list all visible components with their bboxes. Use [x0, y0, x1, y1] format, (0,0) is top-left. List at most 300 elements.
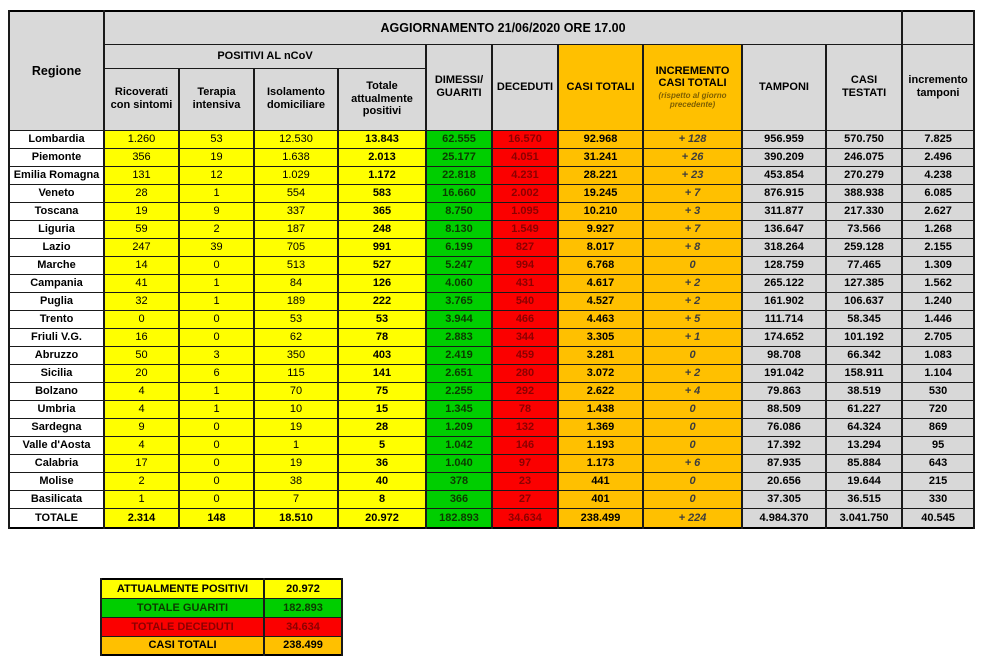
totale-positivi-cell: 5: [338, 436, 426, 454]
tamponi-cell: 161.902: [742, 292, 826, 310]
incremento-tamponi-cell: 40.545: [902, 508, 974, 528]
casi-totali-cell: 238.499: [558, 508, 643, 528]
isolamento-cell: 115: [254, 364, 338, 382]
ricoverati-cell: 4: [104, 436, 179, 454]
region-name: Umbria: [9, 400, 104, 418]
totale-positivi-cell: 527: [338, 256, 426, 274]
terapia-cell: 19: [179, 148, 254, 166]
isolamento-cell: 337: [254, 202, 338, 220]
deceduti-cell: 78: [492, 400, 558, 418]
region-name: Lombardia: [9, 130, 104, 148]
dimessi-guariti-cell: 6.199: [426, 238, 492, 256]
casi-totali-cell: 1.369: [558, 418, 643, 436]
tamponi-cell: 37.305: [742, 490, 826, 508]
incremento-casi-cell: + 26: [643, 148, 742, 166]
summary-value: 20.972: [264, 579, 342, 598]
terapia-cell: 39: [179, 238, 254, 256]
incremento-tamponi-cell: 2.496: [902, 148, 974, 166]
casi-testati-cell: 270.279: [826, 166, 902, 184]
casi-testati-cell: 246.075: [826, 148, 902, 166]
terapia-cell: 1: [179, 400, 254, 418]
terapia-cell: 0: [179, 436, 254, 454]
deceduti-cell: 1.095: [492, 202, 558, 220]
terapia-cell: 0: [179, 472, 254, 490]
terapia-cell: 3: [179, 346, 254, 364]
dimessi-guariti-cell: 2.419: [426, 346, 492, 364]
incremento-casi-cell: + 4: [643, 382, 742, 400]
deceduti-cell: 16.570: [492, 130, 558, 148]
totale-positivi-cell: 126: [338, 274, 426, 292]
tamponi-cell: 128.759: [742, 256, 826, 274]
totale-positivi-cell: 15: [338, 400, 426, 418]
summary-label: TOTALE GUARITI: [101, 598, 264, 617]
tamponi-cell: 956.959: [742, 130, 826, 148]
ricoverati-cell: 50: [104, 346, 179, 364]
header-totale-positivi: Totale attualmente positivi: [338, 68, 426, 130]
casi-testati-cell: 85.884: [826, 454, 902, 472]
isolamento-cell: 38: [254, 472, 338, 490]
table-row: [9, 418, 974, 436]
region-name: Piemonte: [9, 148, 104, 166]
update-banner: AGGIORNAMENTO 21/06/2020 ORE 17.00: [104, 11, 902, 44]
incremento-casi-cell: + 2: [643, 274, 742, 292]
incremento-tamponi-cell: 1.104: [902, 364, 974, 382]
incremento-tamponi-cell: 720: [902, 400, 974, 418]
terapia-cell: 0: [179, 490, 254, 508]
deceduti-cell: 827: [492, 238, 558, 256]
incremento-tamponi-cell: 1.268: [902, 220, 974, 238]
ricoverati-cell: 1: [104, 490, 179, 508]
summary-value: 238.499: [264, 636, 342, 655]
header-deceduti: DECEDUTI: [492, 44, 558, 130]
casi-totali-cell: 1.173: [558, 454, 643, 472]
terapia-cell: 2: [179, 220, 254, 238]
header-terapia-intensiva: Terapia intensiva: [179, 68, 254, 130]
incremento-tamponi-cell: 2.155: [902, 238, 974, 256]
header-dimessi-guariti: DIMESSI/ GUARITI: [426, 44, 492, 130]
isolamento-cell: 62: [254, 328, 338, 346]
incremento-tamponi-cell: 7.825: [902, 130, 974, 148]
table-row: [9, 220, 974, 238]
tamponi-cell: 17.392: [742, 436, 826, 454]
isolamento-cell: 1.638: [254, 148, 338, 166]
terapia-cell: 1: [179, 274, 254, 292]
tamponi-cell: 76.086: [742, 418, 826, 436]
totale-positivi-cell: 248: [338, 220, 426, 238]
header-incremento-casi: [643, 44, 742, 130]
incremento-tamponi-cell: 6.085: [902, 184, 974, 202]
incremento-casi-cell: 0: [643, 472, 742, 490]
dimessi-guariti-cell: 2.651: [426, 364, 492, 382]
dimessi-guariti-cell: 22.818: [426, 166, 492, 184]
terapia-cell: 53: [179, 130, 254, 148]
table-row: [9, 382, 974, 400]
table-row: [9, 130, 974, 148]
summary-value: 34.634: [264, 617, 342, 636]
terapia-cell: 1: [179, 184, 254, 202]
casi-testati-cell: 158.911: [826, 364, 902, 382]
tamponi-cell: 453.854: [742, 166, 826, 184]
header-incremento-tamponi: incremento tamponi: [902, 44, 974, 130]
incremento-casi-cell: 0: [643, 256, 742, 274]
totale-positivi-cell: 36: [338, 454, 426, 472]
incremento-casi-cell: + 2: [643, 292, 742, 310]
casi-totali-cell: 6.768: [558, 256, 643, 274]
region-name: Valle d'Aosta: [9, 436, 104, 454]
deceduti-cell: 466: [492, 310, 558, 328]
tamponi-cell: 88.509: [742, 400, 826, 418]
incremento-tamponi-cell: 1.083: [902, 346, 974, 364]
dimessi-guariti-cell: 1.040: [426, 454, 492, 472]
casi-testati-cell: 3.041.750: [826, 508, 902, 528]
deceduti-cell: 280: [492, 364, 558, 382]
terapia-cell: 0: [179, 310, 254, 328]
dimessi-guariti-cell: 2.883: [426, 328, 492, 346]
isolamento-cell: 187: [254, 220, 338, 238]
terapia-cell: 1: [179, 382, 254, 400]
isolamento-cell: 7: [254, 490, 338, 508]
table-row: [9, 364, 974, 382]
dimessi-guariti-cell: 5.247: [426, 256, 492, 274]
casi-totali-cell: 1.438: [558, 400, 643, 418]
deceduti-cell: 540: [492, 292, 558, 310]
incremento-casi-cell: + 3: [643, 202, 742, 220]
casi-testati-cell: 217.330: [826, 202, 902, 220]
table-row: [9, 400, 974, 418]
summary-legend-table: [100, 578, 343, 656]
isolamento-cell: 705: [254, 238, 338, 256]
ricoverati-cell: 14: [104, 256, 179, 274]
region-name: Liguria: [9, 220, 104, 238]
ricoverati-cell: 356: [104, 148, 179, 166]
totale-positivi-cell: 365: [338, 202, 426, 220]
table-row: [9, 256, 974, 274]
totale-positivi-cell: 1.172: [338, 166, 426, 184]
incremento-tamponi-cell: 869: [902, 418, 974, 436]
tamponi-cell: 876.915: [742, 184, 826, 202]
tamponi-cell: 98.708: [742, 346, 826, 364]
dimessi-guariti-cell: 1.042: [426, 436, 492, 454]
tamponi-cell: 174.652: [742, 328, 826, 346]
ricoverati-cell: 19: [104, 202, 179, 220]
table-row: [9, 166, 974, 184]
header-regione: Regione: [9, 11, 104, 130]
casi-testati-cell: 61.227: [826, 400, 902, 418]
incremento-tamponi-cell: 2.705: [902, 328, 974, 346]
ricoverati-cell: 59: [104, 220, 179, 238]
isolamento-cell: 19: [254, 418, 338, 436]
table-row: [9, 472, 974, 490]
deceduti-cell: 994: [492, 256, 558, 274]
totale-positivi-cell: 403: [338, 346, 426, 364]
totale-positivi-cell: 75: [338, 382, 426, 400]
casi-testati-cell: 570.750: [826, 130, 902, 148]
incremento-casi-cell: 0: [643, 436, 742, 454]
region-name: Veneto: [9, 184, 104, 202]
ricoverati-cell: 32: [104, 292, 179, 310]
incremento-tamponi-cell: 2.627: [902, 202, 974, 220]
casi-testati-cell: 259.128: [826, 238, 902, 256]
casi-totali-cell: 401: [558, 490, 643, 508]
casi-totali-cell: 28.221: [558, 166, 643, 184]
incremento-casi-cell: + 224: [643, 508, 742, 528]
casi-totali-cell: 31.241: [558, 148, 643, 166]
casi-totali-cell: 1.193: [558, 436, 643, 454]
tamponi-cell: 390.209: [742, 148, 826, 166]
summary-label: CASI TOTALI: [101, 636, 264, 655]
totale-positivi-cell: 13.843: [338, 130, 426, 148]
summary-value: 182.893: [264, 598, 342, 617]
isolamento-cell: 1: [254, 436, 338, 454]
terapia-cell: 12: [179, 166, 254, 184]
region-name: Abruzzo: [9, 346, 104, 364]
tamponi-cell: 87.935: [742, 454, 826, 472]
totale-positivi-cell: 222: [338, 292, 426, 310]
incremento-casi-cell: 0: [643, 346, 742, 364]
ricoverati-cell: 4: [104, 382, 179, 400]
casi-totali-cell: 3.281: [558, 346, 643, 364]
dimessi-guariti-cell: 16.660: [426, 184, 492, 202]
totale-positivi-cell: 2.013: [338, 148, 426, 166]
summary-row: [101, 598, 342, 617]
tamponi-cell: 20.656: [742, 472, 826, 490]
casi-testati-cell: 127.385: [826, 274, 902, 292]
tamponi-cell: 136.647: [742, 220, 826, 238]
dimessi-guariti-cell: 1.209: [426, 418, 492, 436]
totale-positivi-cell: 991: [338, 238, 426, 256]
table-row: [9, 310, 974, 328]
incremento-casi-cell: 0: [643, 400, 742, 418]
casi-totali-cell: 4.617: [558, 274, 643, 292]
incremento-tamponi-cell: 1.240: [902, 292, 974, 310]
tamponi-cell: 79.863: [742, 382, 826, 400]
totale-positivi-cell: 40: [338, 472, 426, 490]
incremento-casi-cell: + 5: [643, 310, 742, 328]
totale-positivi-cell: 583: [338, 184, 426, 202]
header-tamponi: TAMPONI: [742, 44, 826, 130]
region-name: Calabria: [9, 454, 104, 472]
region-name: Emilia Romagna: [9, 166, 104, 184]
deceduti-cell: 97: [492, 454, 558, 472]
dimessi-guariti-cell: 8.130: [426, 220, 492, 238]
ricoverati-cell: 131: [104, 166, 179, 184]
deceduti-cell: 459: [492, 346, 558, 364]
dimessi-guariti-cell: 8.750: [426, 202, 492, 220]
dimessi-guariti-cell: 25.177: [426, 148, 492, 166]
dimessi-guariti-cell: 62.555: [426, 130, 492, 148]
table-row: [9, 436, 974, 454]
incremento-casi-cell: 0: [643, 490, 742, 508]
summary-label: ATTUALMENTE POSITIVI: [101, 579, 264, 598]
isolamento-cell: 18.510: [254, 508, 338, 528]
header-casi-totali: CASI TOTALI: [558, 44, 643, 130]
region-name: Campania: [9, 274, 104, 292]
tamponi-cell: 4.984.370: [742, 508, 826, 528]
summary-label: TOTALE DECEDUTI: [101, 617, 264, 636]
incremento-casi-cell: + 6: [643, 454, 742, 472]
region-name: Basilicata: [9, 490, 104, 508]
incremento-casi-cell: 0: [643, 418, 742, 436]
isolamento-cell: 513: [254, 256, 338, 274]
dimessi-guariti-cell: 3.944: [426, 310, 492, 328]
isolamento-cell: 10: [254, 400, 338, 418]
isolamento-cell: 189: [254, 292, 338, 310]
casi-totali-cell: 10.210: [558, 202, 643, 220]
ricoverati-cell: 2.314: [104, 508, 179, 528]
deceduti-cell: 292: [492, 382, 558, 400]
ricoverati-cell: 9: [104, 418, 179, 436]
isolamento-cell: 84: [254, 274, 338, 292]
totale-positivi-cell: 8: [338, 490, 426, 508]
casi-totali-cell: 2.622: [558, 382, 643, 400]
terapia-cell: 6: [179, 364, 254, 382]
total-row: [9, 508, 974, 528]
casi-testati-cell: 19.644: [826, 472, 902, 490]
terapia-cell: 0: [179, 454, 254, 472]
summary-row: [101, 636, 342, 655]
ricoverati-cell: 17: [104, 454, 179, 472]
ricoverati-cell: 0: [104, 310, 179, 328]
table-row: [9, 202, 974, 220]
deceduti-cell: 34.634: [492, 508, 558, 528]
casi-testati-cell: 36.515: [826, 490, 902, 508]
totale-positivi-cell: 141: [338, 364, 426, 382]
incremento-casi-cell: + 7: [643, 184, 742, 202]
ricoverati-cell: 20: [104, 364, 179, 382]
casi-totali-cell: 8.017: [558, 238, 643, 256]
region-name: Bolzano: [9, 382, 104, 400]
casi-testati-cell: 77.465: [826, 256, 902, 274]
deceduti-cell: 146: [492, 436, 558, 454]
header-positivi-group: POSITIVI AL nCoV: [104, 44, 426, 68]
ricoverati-cell: 28: [104, 184, 179, 202]
deceduti-cell: 2.002: [492, 184, 558, 202]
header-corner-blank: [902, 11, 974, 44]
incremento-casi-cell: + 1: [643, 328, 742, 346]
table-row: [9, 238, 974, 256]
header-isolamento: Isolamento domiciliare: [254, 68, 338, 130]
region-name: TOTALE: [9, 508, 104, 528]
casi-testati-cell: 64.324: [826, 418, 902, 436]
isolamento-cell: 1.029: [254, 166, 338, 184]
isolamento-cell: 19: [254, 454, 338, 472]
dimessi-guariti-cell: 4.060: [426, 274, 492, 292]
region-name: Sardegna: [9, 418, 104, 436]
terapia-cell: 9: [179, 202, 254, 220]
tamponi-cell: 318.264: [742, 238, 826, 256]
casi-totali-cell: 92.968: [558, 130, 643, 148]
incremento-tamponi-cell: 530: [902, 382, 974, 400]
deceduti-cell: 23: [492, 472, 558, 490]
casi-testati-cell: 38.519: [826, 382, 902, 400]
terapia-cell: 0: [179, 328, 254, 346]
deceduti-cell: 4.231: [492, 166, 558, 184]
casi-totali-cell: 3.305: [558, 328, 643, 346]
incremento-casi-cell: + 8: [643, 238, 742, 256]
casi-testati-cell: 58.345: [826, 310, 902, 328]
tamponi-cell: 265.122: [742, 274, 826, 292]
table-row: [9, 490, 974, 508]
region-name: Lazio: [9, 238, 104, 256]
tamponi-cell: 191.042: [742, 364, 826, 382]
region-name: Friuli V.G.: [9, 328, 104, 346]
ricoverati-cell: 1.260: [104, 130, 179, 148]
covid-regions-table: [8, 10, 975, 529]
deceduti-cell: 4.051: [492, 148, 558, 166]
deceduti-cell: 1.549: [492, 220, 558, 238]
summary-row: [101, 579, 342, 598]
ricoverati-cell: 16: [104, 328, 179, 346]
incremento-tamponi-cell: 330: [902, 490, 974, 508]
terapia-cell: 0: [179, 418, 254, 436]
table-row: [9, 148, 974, 166]
casi-testati-cell: 73.566: [826, 220, 902, 238]
totale-positivi-cell: 53: [338, 310, 426, 328]
deceduti-cell: 27: [492, 490, 558, 508]
incremento-tamponi-cell: 1.562: [902, 274, 974, 292]
region-name: Puglia: [9, 292, 104, 310]
table-row: [9, 454, 974, 472]
casi-testati-cell: 66.342: [826, 346, 902, 364]
dimessi-guariti-cell: 378: [426, 472, 492, 490]
totale-positivi-cell: 28: [338, 418, 426, 436]
ricoverati-cell: 247: [104, 238, 179, 256]
table-row: [9, 274, 974, 292]
header-incremento-casi-note: (rispetto al giorno precedente): [658, 90, 727, 110]
table-row: [9, 184, 974, 202]
ricoverati-cell: 2: [104, 472, 179, 490]
casi-testati-cell: 106.637: [826, 292, 902, 310]
casi-testati-cell: 388.938: [826, 184, 902, 202]
dimessi-guariti-cell: 182.893: [426, 508, 492, 528]
incremento-tamponi-cell: 4.238: [902, 166, 974, 184]
casi-totali-cell: 441: [558, 472, 643, 490]
table-row: [9, 328, 974, 346]
dimessi-guariti-cell: 1.345: [426, 400, 492, 418]
casi-totali-cell: 3.072: [558, 364, 643, 382]
casi-totali-cell: 4.527: [558, 292, 643, 310]
isolamento-cell: 554: [254, 184, 338, 202]
incremento-tamponi-cell: 1.309: [902, 256, 974, 274]
region-name: Molise: [9, 472, 104, 490]
isolamento-cell: 53: [254, 310, 338, 328]
header-incremento-casi-title: INCREMENTO CASI TOTALI: [655, 64, 730, 90]
incremento-tamponi-cell: 1.446: [902, 310, 974, 328]
terapia-cell: 148: [179, 508, 254, 528]
deceduti-cell: 132: [492, 418, 558, 436]
isolamento-cell: 12.530: [254, 130, 338, 148]
incremento-tamponi-cell: 215: [902, 472, 974, 490]
dimessi-guariti-cell: 3.765: [426, 292, 492, 310]
casi-totali-cell: 4.463: [558, 310, 643, 328]
region-name: Toscana: [9, 202, 104, 220]
casi-testati-cell: 101.192: [826, 328, 902, 346]
header-ricoverati: Ricoverati con sintomi: [104, 68, 179, 130]
terapia-cell: 1: [179, 292, 254, 310]
header-casi-testati: CASI TESTATI: [826, 44, 902, 130]
tamponi-cell: 311.877: [742, 202, 826, 220]
dimessi-guariti-cell: 366: [426, 490, 492, 508]
tamponi-cell: 111.714: [742, 310, 826, 328]
totale-positivi-cell: 78: [338, 328, 426, 346]
casi-totali-cell: 9.927: [558, 220, 643, 238]
table-row: [9, 292, 974, 310]
incremento-casi-cell: + 2: [643, 364, 742, 382]
totale-positivi-cell: 20.972: [338, 508, 426, 528]
incremento-casi-cell: + 7: [643, 220, 742, 238]
incremento-tamponi-cell: 95: [902, 436, 974, 454]
region-name: Trento: [9, 310, 104, 328]
